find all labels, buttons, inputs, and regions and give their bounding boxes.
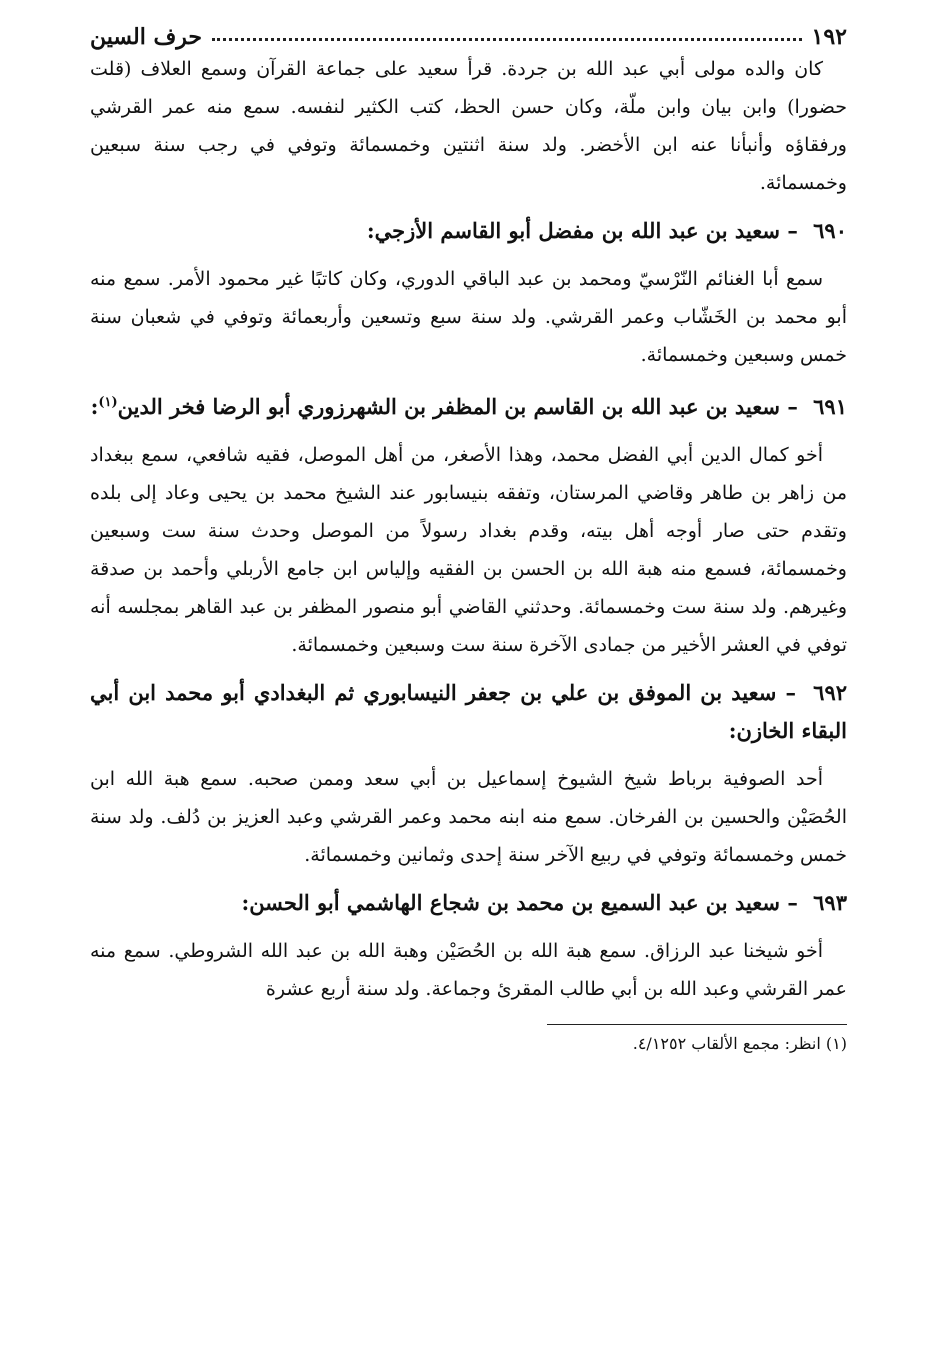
entry-heading: ٦٩١ – سعيد بن عبد الله بن القاسم بن المظفر بن الشهرزوري أبو الرضا فخر الدين$^{(١)}$:: [90, 394, 847, 419]
entry-title-colon: :: [90, 394, 99, 419]
entry-number: ٦٩٠: [813, 218, 847, 243]
footnote-divider: [547, 1024, 847, 1025]
entry-title: سعيد بن عبد الله بن القاسم بن المظفر بن الشهرزوري أبو الرضا فخر الدين: [117, 394, 781, 419]
entry-heading: ٦٩٠ – سعيد بن عبد الله بن مفضل أبو القاسم الأزجي:: [366, 218, 847, 243]
entry-heading: ٦٩٣ – سعيد بن عبد السميع بن محمد بن شجاع الهاشمي أبو الحسن:: [241, 890, 847, 915]
entry-number: ٦٩١: [813, 394, 847, 419]
entry-title: سعيد بن الموفق بن علي بن جعفر النيسابوري ثم البغدادي أبو محمد ابن أبي البقاء الخازن:: [90, 680, 847, 743]
footnote-reference[interactable]: (١): [98, 395, 118, 410]
footnote: (١) انظر: مجمع الألقاب ٤/١٢٥٢.: [632, 1034, 847, 1053]
entry-number: ٦٩٣: [813, 890, 847, 915]
section-title: حرف السين: [90, 24, 203, 50]
intro-paragraph: كان والده مولى أبي عبد الله بن جردة. قرأ سعيد على جماعة القرآن وسمع العلاف (قلت حضورا) وابن بيان وابن ملّة، وكان حسن الحظ، كتب الكثير لنفسه. سمع منه عمر القرشي ورفقاؤه وأنبأنا عنه ابن الأخضر. ولد سنة اثنتين وخمسمائة وتوفي في رجب سنة سبعين وخمسمائة.: [90, 58, 847, 194]
entry-body: أخو شيخنا عبد الرزاق. سمع هبة الله بن الحُصَيْن وهبة الله بن عبد الله الشروطي. سمع منه عمر القرشي وعبد الله بن أبي طالب المقرئ وجماعة. ولد سنة أربع عشرة: [90, 940, 847, 1000]
entry-body: أحد الصوفية برباط شيخ الشيوخ إسماعيل بن أبي سعد وممن صحبه. سمع هبة الله ابن الحُصَيْن والحسين بن الفرخان. سمع منه ابنه محمد وعمر القرشي وعبد العزيز بن دُلف. ولد سنة خمس وخمسمائة وتوفي في ربيع الآخر سنة إحدى وثمانين وخمسمائة.: [90, 768, 847, 866]
entry-body: سمع أبا الغنائم النّرْسيّ ومحمد بن عبد الباقي الدوري، وكان كاتبًا غير محمود الأمر. سمع منه أبو محمد بن الخَشّاب وعمر القرشي. ولد سنة سبع وتسعين وأربعمائة وتوفي في شعبان سنة خمس وسبعين وخمسمائة.: [90, 268, 847, 366]
entry-title: سعيد بن عبد السميع بن محمد بن شجاع الهاشمي أبو الحسن:: [241, 890, 781, 915]
page-number: ١٩٢: [811, 24, 847, 50]
entry-title: سعيد بن عبد الله بن مفضل أبو القاسم الأزجي:: [366, 218, 781, 243]
entry-body: أخو كمال الدين أبي الفضل محمد، وهذا الأصغر، من أهل الموصل، فقيه شافعي، سمع ببغداد من زاهر بن طاهر وقاضي المرستان، وتفقه بنيسابور عند الشيخ محمد بن يحيى وعاد إلى بلده وتقدم حتى صار أوجه أهل بيته، وقدم بغداد رسولاً من الموصل وحدث سنة ست وسبعين وخمسمائة، فسمع منه هبة الله بن الحسن بن الفقيه وإلياس ابن جامع الأربلي وأحمد بن صدقة وغيرهم. ولد سنة ست وخمسمائة. وحدثني القاضي أبو منصور المظفر بن عبد القاهر بمجلسه أنه توفي في العشر الأخير من جمادى الآخرة سنة ست وسبعين وخمسمائة.: [90, 444, 847, 656]
entry-heading: ٦٩٢ – سعيد بن الموفق بن علي بن جعفر النيسابوري ثم البغدادي أبو محمد ابن أبي البقاء الخازن:: [90, 680, 848, 743]
header-dotted-leader: [212, 38, 802, 41]
entry-number: ٦٩٢: [813, 680, 848, 705]
page-header: [90, 14, 847, 50]
